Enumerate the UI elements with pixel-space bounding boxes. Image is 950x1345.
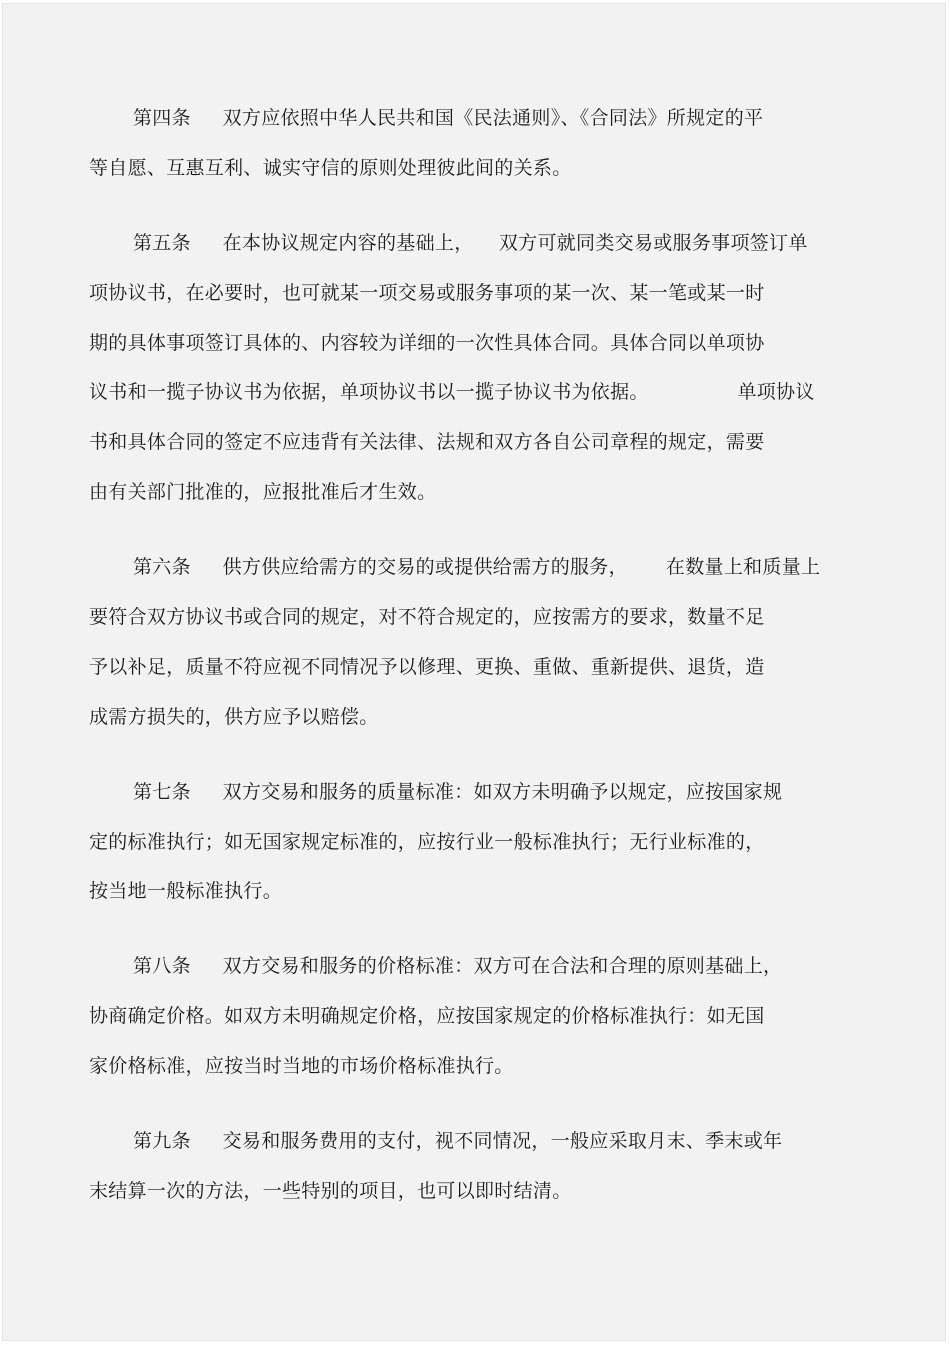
article-7-line-1: 第七条 双方交易和服务的质量标准：如双方未明确予以规定，应按国家规 bbox=[133, 781, 783, 803]
article-4-line-2: 等自愿、互惠互利、诚实守信的原则处理彼此间的关系。 bbox=[89, 157, 572, 179]
article-6-line-2: 要符合双方协议书或合同的规定，对不符合规定的，应按需方的要求，数量不足 bbox=[89, 606, 765, 628]
article-9-line-1: 第九条 交易和服务费用的支付，视不同情况，一般应采取月末、季末或年 bbox=[133, 1130, 783, 1152]
article-5-line-2: 项协议书，在必要时，也可就某一项交易或服务事项的某一次、某一笔或某一时 bbox=[89, 282, 765, 304]
document-page bbox=[2, 3, 946, 1341]
article-7-line-2: 定的标准执行；如无国家规定标准的，应按行业一般标准执行；无行业标准的， bbox=[89, 831, 765, 853]
article-8-line-1: 第八条 双方交易和服务的价格标准：双方可在合法和合理的原则基础上， bbox=[133, 955, 783, 977]
article-5-line-4: 议书和一揽子协议书为依据，单项协议书以一揽子协议书为依据。 单项协议 bbox=[89, 381, 815, 403]
article-6-line-1: 第六条 供方供应给需方的交易的或提供给需方的服务， 在数量上和质量上 bbox=[133, 556, 821, 578]
article-5-line-6: 由有关部门批准的，应报批准后才生效。 bbox=[89, 481, 437, 503]
article-8-line-3: 家价格标准，应按当时当地的市场价格标准执行。 bbox=[89, 1055, 514, 1077]
article-5-line-1: 第五条 在本协议规定内容的基础上， 双方可就同类交易或服务事项签订单 bbox=[133, 232, 808, 254]
article-5-line-3: 期的具体事项签订具体的、内容较为详细的一次性具体合同。具体合同以单项协 bbox=[89, 332, 765, 354]
article-7-line-3: 按当地一般标准执行。 bbox=[89, 880, 283, 902]
article-6-line-4: 成需方损失的，供方应予以赔偿。 bbox=[89, 706, 379, 728]
article-5-line-5: 书和具体合同的签定不应违背有关法律、法规和双方各自公司章程的规定，需要 bbox=[89, 431, 765, 453]
article-9-line-2: 末结算一次的方法，一些特别的项目，也可以即时结清。 bbox=[89, 1180, 572, 1202]
article-6-line-3: 予以补足，质量不符应视不同情况予以修理、更换、重做、重新提供、退货，造 bbox=[89, 656, 765, 678]
article-8-line-2: 协商确定价格。如双方未明确规定价格，应按国家规定的价格标准执行：如无国 bbox=[89, 1005, 765, 1027]
article-4-line-1: 第四条 双方应依照中华人民共和国《民法通则》、《合同法》所规定的平 bbox=[133, 107, 764, 129]
